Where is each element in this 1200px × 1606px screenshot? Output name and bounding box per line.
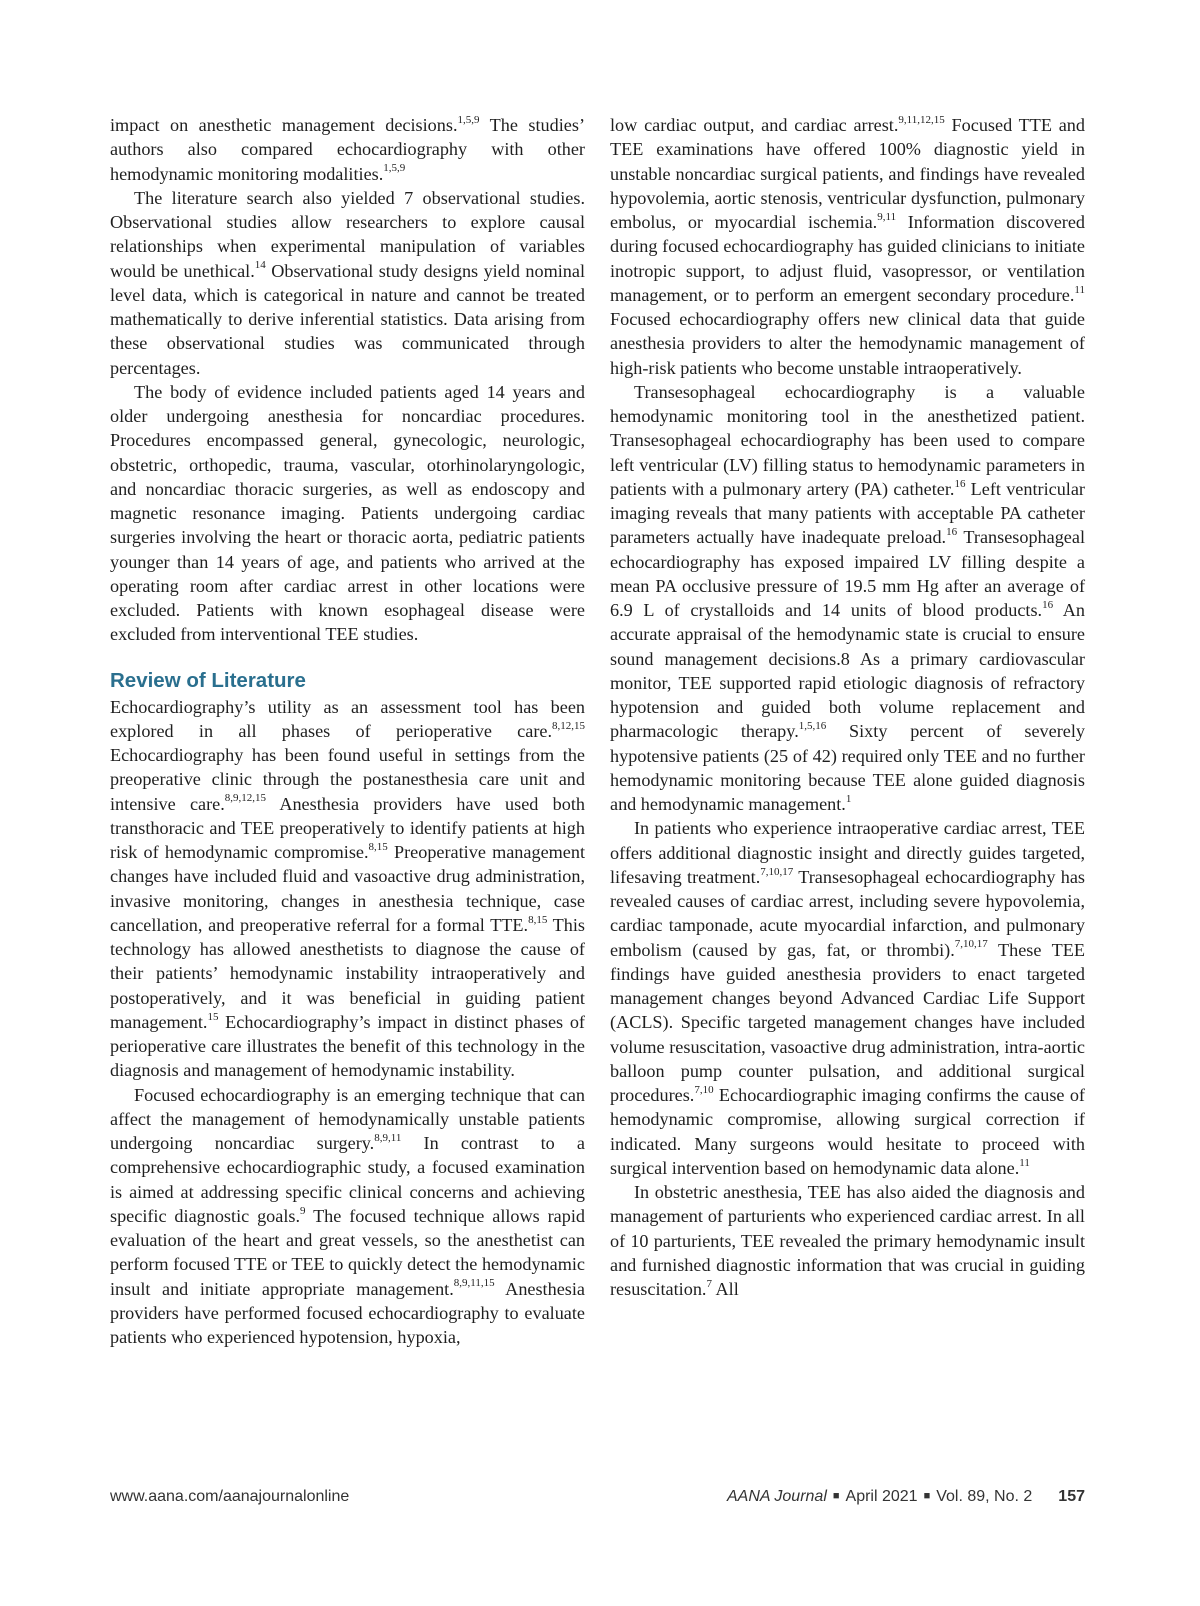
citation: 8,9,11,15 — [453, 1277, 495, 1290]
citation: 8,15 — [368, 840, 388, 853]
paragraph-obstetric: In obstetric anesthesia, TEE has also aided the diagnosis and management of parturients who experienced cardiac arrest. In all of 10 parturients, TEE revealed the primary hemodynamic insult and furnished diagnostic information that was crucial in guiding resuscitation.$^7$ All — [610, 1182, 1085, 1299]
citation: 9 — [300, 1204, 306, 1217]
citation: 1 — [845, 792, 852, 805]
citation: 9,11 — [877, 210, 897, 223]
citation: 9,11,12,15 — [898, 113, 945, 126]
citation: 8,9,11 — [374, 1131, 402, 1144]
citation: 16 — [1042, 598, 1054, 611]
journal-name: AANA Journal — [726, 1488, 827, 1505]
right-column — [610, 113, 1085, 1301]
paragraph-body-of-evidence: The body of evidence included patients aged 14 years and older undergoing anesthesia for noncardiac procedures. Procedures encompassed general, gynecologic, neurologic, obstetric, orthopedic, trauma, vascular, otorhinolaryngologic, and noncardiac thoracic surgeries, as well as endoscopy and magnetic resonance imaging. Patients undergoing cardiac surgeries involving the heart or thoracic aorta, pediatric patients younger than 14 years of age, and patients who arrived at the operating room after cardiac arrest in other locations were excluded. Patients with known esophageal disease were excluded from interventional TEE studies. — [110, 381, 585, 645]
journal-citation — [727, 1488, 1085, 1506]
citation: 15 — [207, 1010, 219, 1023]
left-column — [110, 113, 585, 1349]
citation: 7,10,17 — [954, 938, 988, 951]
volume-issue: Vol. 89, No. 2 — [936, 1488, 1033, 1505]
separator-square-icon: ■ — [832, 1490, 840, 1502]
citation: 14 — [254, 259, 266, 272]
paragraph-tee-monitoring: Transesophageal echocardiography is a valuable hemodynamic monitoring tool in the anesthetized patient. Transesophageal echocardiography has been used to compare left ventricular (LV) filling status to hemodynamic parameters in patients with a pulmonary artery (PA) catheter.$^{16}$ Left ventricular imaging reveals that many patients with acceptable PA catheter parameters actually have inadequate preload.$^{16}$ Transesophageal echocardiography has exposed impaired LV filling despite a mean PA occlusive pressure of 19.5 mm Hg after an average of 6.9 L of crystalloids and 14 units of blood products.$^{16}$ An accurate appraisal of the hemodynamic state is crucial to ensure sound management decisions.8 As a primary cardiovascular monitor, TEE supported rapid etiologic diagnosis of refractory hypotension and guided both volume replacement and pharmacologic therapy.$^{1,5,16}$ Sixty percent of severely hypotensive patients (25 of 42) required only TEE and no further hemodynamic monitoring because TEE alone guided diagnosis and hemodynamic management.$^1$ — [610, 381, 1086, 814]
citation: 8,12,15 — [552, 719, 585, 732]
section-heading: Review of Literature — [110, 668, 306, 692]
citation: 7,10,17 — [760, 865, 794, 878]
citation: 8,9,12,15 — [224, 792, 267, 805]
citation: 11 — [1074, 283, 1085, 296]
citation: 1,5,16 — [798, 720, 827, 733]
citation: 8,15 — [528, 913, 548, 926]
citation: 11 — [1019, 1156, 1030, 1169]
issue-date: April 2021 — [845, 1488, 918, 1505]
journal-url[interactable]: www.aana.com/aanajournalonline — [110, 1488, 350, 1505]
paragraph-observational-studies: The literature search also yielded 7 observational studies. Observational studies allow researchers to explore causal relationships when experimental manipulation of variables would be unethical.$^{14}$ Observational study designs yield nominal level data, which is categorical in nature and cannot be treated mathematically to derive inferential statistics. Data arising from these observational studies was communicated through percentages. — [110, 187, 586, 378]
citation: 7,10 — [694, 1083, 714, 1096]
paragraph-impact: impact on anesthetic management decisions.$^{1,5,9}$ The studies’ authors also compared echocardiography with other hemodynamic monitoring modalities.$^{1,5,9}$ — [110, 113, 585, 184]
paragraph-cardiac-output: low cardiac output, and cardiac arrest.$^{9,11,12,15}$ Focused TTE and TEE examinations have offered 100% diagnostic yield in unstable noncardiac surgical patients, and findings have revealed hypovolemia, aortic stenosis, ventricular dysfunction, pulmonary embolus, or myocardial ischemia.$^{9,11}$ Information discovered during focused echocardiography has guided clinicians to initiate inotropic support, to adjust fluid, vasopressor, or ventilation management, or to perform an emergent secondary procedure.$^{11}$ Focused echocardiography offers new clinical data that guide anesthesia providers to alter the hemodynamic management of high-risk patients who become unstable intraoperatively. — [610, 113, 1085, 378]
paragraph-focused-echo: Focused echocardiography is an emerging technique that can affect the management of hemodynamically unstable patients undergoing noncardiac surgery.$^{8,9,11}$ In contrast to a comprehensive echocardiographic study, a focused examination is aimed at addressing specific clinical concerns and achieving specific diagnostic goals.$^9$ The focused technique allows rapid evaluation of the heart and great vessels, so the anesthetist can perform focused TTE or TEE to quickly detect the hemodynamic insult and initiate appropriate management.$^{8,9,11,15}$ Anesthesia providers have performed focused echocardiography to evaluate patients who experienced hypotension, hypoxia, — [110, 1084, 585, 1347]
page-number: 157 — [1058, 1488, 1085, 1505]
citation: 1,5,9 — [457, 113, 480, 126]
paragraph-cardiac-arrest: In patients who experience intraoperative cardiac arrest, TEE offers additional diagnostic insight and directly guides targeted, lifesaving treatment.$^{7,10,17}$ Transesophageal echocardiography has revealed causes of cardiac arrest, including severe hypovolemia, cardiac tamponade, acute myocardial infarction, and pulmonary embolism (caused by gas, fat, or thrombi).$^{7,10,17}$ These TEE findings have guided anesthesia providers to enact targeted management changes beyond Advanced Cardiac Life Support (ACLS). Specific targeted management changes have included volume resuscitation, vasoactive drug administration, intra-aortic balloon pump counter pulsation, and additional surgical procedures.$^{7,10}$ Echocardiographic imaging confirms the cause of hemodynamic compromise, allowing surgical correction if indicated. Many surgeons would hesitate to proceed with surgical intervention based on hemodynamic data alone.$^{11}$ — [610, 818, 1085, 1178]
separator-square-icon: ■ — [923, 1490, 931, 1502]
citation: 16 — [954, 477, 966, 490]
paragraph-utility: Echocardiography’s utility as an assessment tool has been explored in all phases of perioperative care.$^{8,12,15}$ Echocardiography has been found useful in settings from the preoperative clinic through the postanesthesia care unit and intensive care.$^{8,9,12,15}$ Anesthesia providers have used both transthoracic and TEE preoperatively to identify patients at high risk of hemodynamic compromise.$^{8,15}$ Preoperative management changes have included fluid and vasoactive drug administration, invasive monitoring, changes in anesthesia technique, case cancellation, and preoperative referral for a formal TTE.$^{8,15}$ This technology has allowed anesthetists to diagnose the cause of their patients’ hemodynamic instability intraoperatively and postoperatively, and it was beneficial in guiding patient management.$^{15}$ Echocardiography’s impact in distinct phases of perioperative care illustrates the benefit of this technology in the diagnosis and management of hemodynamic instability. — [110, 696, 586, 1081]
citation: 7 — [706, 1277, 712, 1290]
citation: 16 — [946, 526, 958, 539]
citation: 1,5,9 — [383, 162, 406, 175]
page-footer — [110, 1488, 1085, 1510]
